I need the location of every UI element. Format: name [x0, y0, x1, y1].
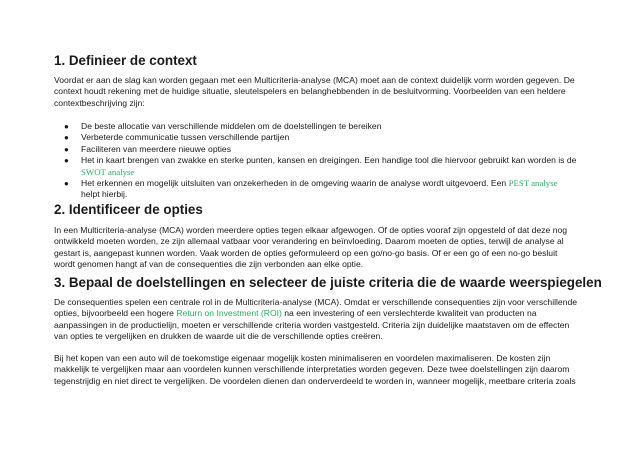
text-line	[54, 308, 594, 319]
list-item	[54, 178, 594, 201]
text-line	[81, 167, 594, 178]
text-line: Voordat er aan de slag kan worden gegaan met een Multicriteria-analyse (MCA) moet aan de context duidelijk vorm worden gegeven. De	[54, 75, 575, 85]
text-line: ontwikkeld moeten worden, ze zijn allemaal vatbaar voor verandering en beïnvloeding. Daarom moeten de opties, terwijl de analyse al	[54, 236, 564, 247]
text-line: De beste allocatie van verschillende middelen om de doelstellingen te bereiken	[81, 121, 382, 131]
text-fragment: Het erkennen en mogelijk uitsluiten van onzekerheden in de omgeving waarin de analyse wordt uitgevoerd. Een	[81, 178, 507, 189]
bullet-icon: ●	[64, 122, 69, 131]
list-item	[54, 155, 594, 178]
pest-analyse-link[interactable]: PEST analyse	[508, 178, 558, 189]
options-paragraph	[54, 225, 594, 271]
context-intro-paragraph	[54, 75, 594, 109]
bullet-icon: ●	[64, 156, 69, 166]
text-line: wordt genomen hangt af van de consequenties die zijn verbonden aan elke optie.	[54, 259, 364, 270]
list-item	[54, 132, 594, 143]
text-fragment: na een investering of een verslechterde kwaliteit van producten na	[284, 308, 537, 319]
text-fragment: opties, bijvoorbeeld een hogere	[54, 308, 174, 319]
text-line: tegenstrijdig en niet direct te vergelijken. De voordelen dienen dan onderverdeeld te worden in, wanneer mogelijk, meetbare criteria zoals	[54, 375, 576, 386]
text-line: Verbeterde communicatie tussen verschillende partijen	[81, 132, 290, 143]
text-line: context houdt rekening met de huidige situatie, sleutelspelers en belanghebbenden in de besluitvorming. Voorbeelden van een heldere	[54, 86, 566, 97]
text-line: De consequenties spelen een centrale rol in de Multicriteria-analyse (MCA). Omdat er verschillende consequenties zijn voor verschillende	[54, 297, 578, 307]
text-line: makkelijk te vergelijken maar aan voordelen kunnen verschillende interpretaties worden gegeven. Deze twee doelstellingen zijn daarom	[54, 364, 570, 375]
bullet-icon: ●	[64, 133, 69, 143]
list-item	[54, 144, 594, 155]
bullet-icon: ●	[64, 144, 69, 154]
text-line: Het in kaart brengen van zwakke en sterke punten, kansen en dreigingen. Een handige tool die hiervoor gebruikt kan worden is de	[81, 155, 577, 166]
text-line: van opties te vergelijken en drukken de waarde uit die de verschillende opties creëren.	[54, 331, 383, 342]
heading-identify-options: 2. Identificeer de opties	[54, 202, 203, 217]
consequences-paragraph	[54, 297, 594, 343]
heading-objectives-criteria: 3. Bepaal de doelstellingen en selecteer de juiste criteria die de waarde weerspiegelen	[54, 275, 602, 290]
heading-define-context: 1. Definieer de context	[54, 53, 197, 68]
text-line: In een Multicriteria-analyse (MCA) worden meerdere opties tegen elkaar afgewogen. Of de opties vooraf zijn opgesteld of dat deze nog	[54, 225, 568, 235]
text-line: Faciliteren van meerdere nieuwe opties	[81, 143, 231, 154]
text-line: contextbeschrijving zijn:	[54, 97, 145, 108]
car-example-paragraph	[54, 353, 594, 387]
swot-analyse-link[interactable]: SWOT analyse	[81, 166, 135, 177]
text-line	[81, 178, 594, 189]
text-line: helpt hierbij.	[81, 189, 128, 200]
list-item	[54, 121, 594, 132]
roi-link[interactable]: Return on Investment (ROI)	[176, 308, 282, 319]
text-line: gestart is, aangepast kunnen worden. Vaak worden de opties geformuleerd op een go/no-go basis. Of er een go of een no-go besluit	[54, 247, 558, 258]
text-line: aanpassingen in de productielijn, moeten er verschillende criteria worden vastgesteld. Criteria zijn duidelijke maatstaven om de effecten	[54, 319, 570, 330]
bullet-icon: ●	[64, 179, 69, 189]
text-line: Bij het kopen van een auto wil de toekomstige eigenaar mogelijk kosten minimaliseren en voordelen maximaliseren. De kosten zijn	[54, 353, 551, 363]
context-examples-list	[54, 121, 594, 201]
